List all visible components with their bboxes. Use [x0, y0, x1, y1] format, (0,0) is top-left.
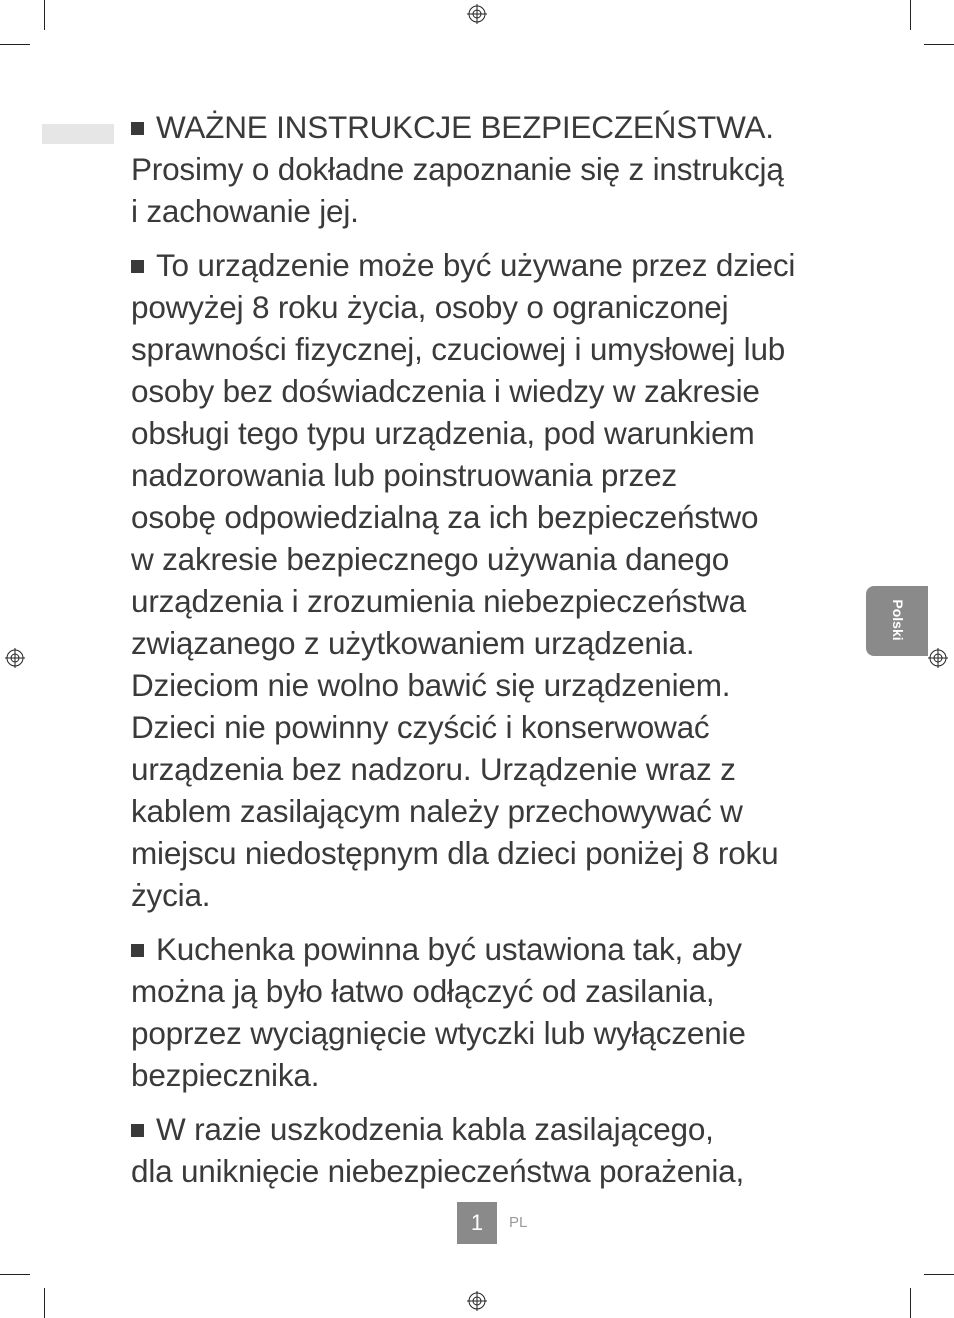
crop-mark	[910, 0, 911, 30]
text-line: kablem zasilającym należy przechowywać w	[131, 793, 743, 829]
text-line: powyżej 8 roku życia, osoby o ograniczonej	[131, 289, 729, 325]
paragraph-cable-damage	[131, 1108, 861, 1192]
text-line: i zachowanie jej.	[131, 193, 359, 229]
bullet-square-icon	[131, 944, 144, 957]
text-line: Dzieci nie powinny czyścić i konserwować	[131, 709, 710, 745]
text-line: Kuchenka powinna być ustawiona tak, aby	[156, 931, 742, 967]
text-line: W razie uszkodzenia kabla zasilającego,	[156, 1111, 714, 1147]
bullet-square-icon	[131, 1124, 144, 1137]
paragraph-children-usage	[131, 244, 861, 916]
text-line: można ją było łatwo odłączyć od zasilania,	[131, 973, 715, 1009]
text-line: Prosimy o dokładne zapoznanie się z instrukcją	[131, 151, 784, 187]
language-side-tab-label: Polski	[890, 599, 906, 641]
crop-mark	[44, 1288, 45, 1318]
crop-mark	[924, 44, 954, 45]
crop-mark	[924, 1274, 954, 1275]
paragraph-power-disconnect	[131, 928, 861, 1096]
registration-mark-icon	[467, 4, 487, 24]
crop-mark	[910, 1288, 911, 1318]
text-line: miejscu niedostępnym dla dzieci poniżej 8 roku	[131, 835, 779, 871]
header-gray-tab	[42, 124, 114, 144]
text-line: bezpiecznika.	[131, 1057, 320, 1093]
text-line: osoby bez doświadczenia i wiedzy w zakresie	[131, 373, 760, 409]
text-line: nadzorowania lub poinstruowania przez	[131, 457, 677, 493]
text-line: sprawności fizycznej, czuciowej i umysłowej lub	[131, 331, 786, 367]
text-line: życia.	[131, 877, 211, 913]
bullet-square-icon	[131, 122, 144, 135]
text-line: związanego z użytkowaniem urządzenia.	[131, 625, 695, 661]
text-line: poprzez wyciągnięcie wtyczki lub wyłączenie	[131, 1015, 746, 1051]
text-line: urządzenia i zrozumienia niebezpieczeństwa	[131, 583, 746, 619]
page-language-code: PL	[509, 1214, 528, 1231]
crop-mark	[44, 0, 45, 30]
instructions-body	[131, 106, 861, 1204]
registration-mark-icon	[928, 648, 948, 668]
text-line: WAŻNE INSTRUKCJE BEZPIECZEŃSTWA.	[156, 109, 774, 145]
text-line: osobę odpowiedzialną za ich bezpieczeństwo	[131, 499, 759, 535]
text-line: dla uniknięcie niebezpieczeństwa porażenia,	[131, 1153, 745, 1189]
text-line: obsługi tego typu urządzenia, pod warunkiem	[131, 415, 755, 451]
text-line: To urządzenie może być używane przez dzieci	[156, 247, 796, 283]
crop-mark	[0, 1274, 30, 1275]
registration-mark-icon	[5, 648, 25, 668]
paragraph-safety-header	[131, 106, 861, 232]
page-number: 1	[457, 1202, 497, 1244]
text-line: w zakresie bezpiecznego używania danego	[131, 541, 730, 577]
bullet-square-icon	[131, 260, 144, 273]
crop-mark	[0, 44, 30, 45]
text-line: Dzieciom nie wolno bawić się urządzeniem.	[131, 667, 731, 703]
text-line: urządzenia bez nadzoru. Urządzenie wraz z	[131, 751, 736, 787]
registration-mark-icon	[467, 1291, 487, 1311]
